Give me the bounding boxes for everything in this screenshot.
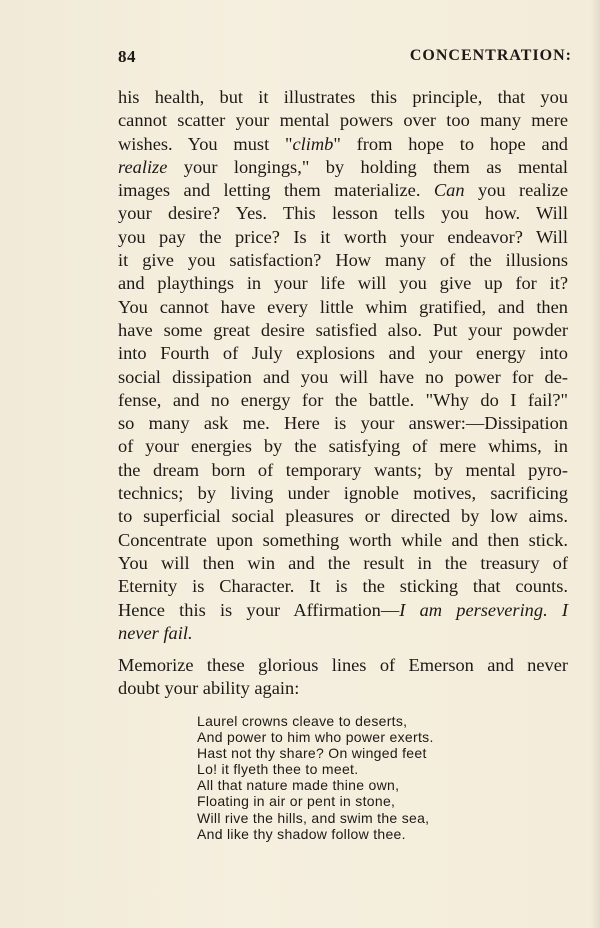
text-run: it give you satisfaction? How many of the illusions (118, 250, 568, 271)
page-edge-shadow (590, 0, 600, 928)
paragraph-1 (118, 86, 568, 645)
text-line (118, 435, 568, 458)
text-run: into Fourth of July explosions and your energy into (118, 343, 568, 364)
text-run: Concentrate upon something worth while and then stick. (118, 529, 568, 550)
text-line (118, 529, 568, 552)
text-line (118, 575, 568, 598)
text-line (118, 296, 568, 319)
page-number: 84 (118, 47, 136, 66)
text-run: his health, but it illustrates this principle, that you (118, 87, 568, 107)
text-run: your desire? Yes. This lesson tells you how. Will (118, 203, 568, 224)
text-line (118, 482, 568, 505)
text-run: Memorize these glorious lines of Emerson and never (118, 655, 568, 676)
paragraph-2 (118, 654, 568, 701)
poem-line: Lo! it flyeth thee to meet. (197, 761, 359, 778)
italic-text: climb (292, 133, 334, 154)
poem-line: Will rive the hills, and swim the sea, (197, 809, 430, 826)
text-line (118, 599, 568, 622)
text-run: Eternity is Character. It is the sticking that counts. (118, 576, 568, 597)
text-line (118, 109, 568, 132)
running-head: CONCENTRATION: (409, 47, 572, 64)
text-run: Hence this is your Affirmation— (118, 599, 400, 620)
text-run: the dream born of temporary wants; by mental pyro- (118, 459, 568, 480)
text-line (118, 552, 568, 575)
text-run: doubt your ability again: (118, 678, 300, 699)
text-run: You cannot have every little whim gratified, and then (118, 296, 568, 317)
text-run: cannot scatter your mental powers over too many mere (118, 110, 568, 131)
text-line (118, 156, 568, 179)
text-run: fense, and no energy for the battle. "Why do I fail?" (118, 389, 568, 410)
text-run: " from hope to hope and (333, 133, 568, 154)
text-run: you pay the price? Is it worth your endeavor? Will (118, 226, 568, 247)
text-line (118, 366, 568, 389)
text-run: and playthings in your life will you give up for it? (118, 273, 568, 294)
text-line (118, 389, 568, 412)
text-line (118, 133, 568, 156)
text-run: You will then win and the result in the treasury of (118, 552, 568, 573)
text-run: wishes. You must " (118, 133, 293, 154)
poem-line: Laurel crowns cleave to deserts, (197, 713, 408, 729)
text-line (118, 226, 568, 249)
text-run: social dissipation and you will have no power for de- (118, 366, 568, 387)
text-line (118, 272, 568, 295)
text-line (118, 654, 568, 677)
text-run: your longings," by holding them as mental (167, 156, 568, 177)
poem-line: All that nature made thine own, (197, 777, 400, 794)
text-line (118, 179, 568, 202)
text-line (118, 249, 568, 272)
text-line (118, 319, 568, 342)
italic-text: I am persevering. I (399, 599, 568, 620)
text-run: of your energies by the satisfying of mere whims, in (118, 436, 568, 457)
text-run: images and letting them materialize. (118, 180, 434, 201)
italic-text: Can (433, 180, 465, 201)
text-line (118, 677, 568, 700)
text-line (118, 342, 568, 365)
text-line (118, 622, 568, 645)
text-run: technics; by living under ignoble motives, sacrificing (118, 483, 568, 504)
poem-stanza (197, 713, 434, 842)
poem-line: And like thy shadow follow thee. (197, 825, 406, 842)
text-line (118, 505, 568, 528)
text-run: to superficial social pleasures or directed by low aims. (118, 506, 568, 527)
page-header (118, 47, 572, 69)
text-run: have some great desire satisfied also. Put your powder (118, 319, 568, 340)
text-line (118, 202, 568, 225)
text-run: you realize (464, 180, 568, 201)
italic-text: never fail. (118, 622, 193, 643)
text-line (118, 412, 568, 435)
italic-text: realize (118, 156, 168, 177)
text-run: so many ask me. Here is your answer:—Dissipation (118, 413, 568, 434)
poem-line: Hast not thy share? On winged feet (197, 745, 427, 762)
text-line (118, 86, 568, 109)
text-line (118, 459, 568, 482)
poem-line: Floating in air or pent in stone, (197, 793, 396, 810)
poem-line: And power to him who power exerts. (197, 729, 434, 746)
body-text (118, 86, 568, 701)
